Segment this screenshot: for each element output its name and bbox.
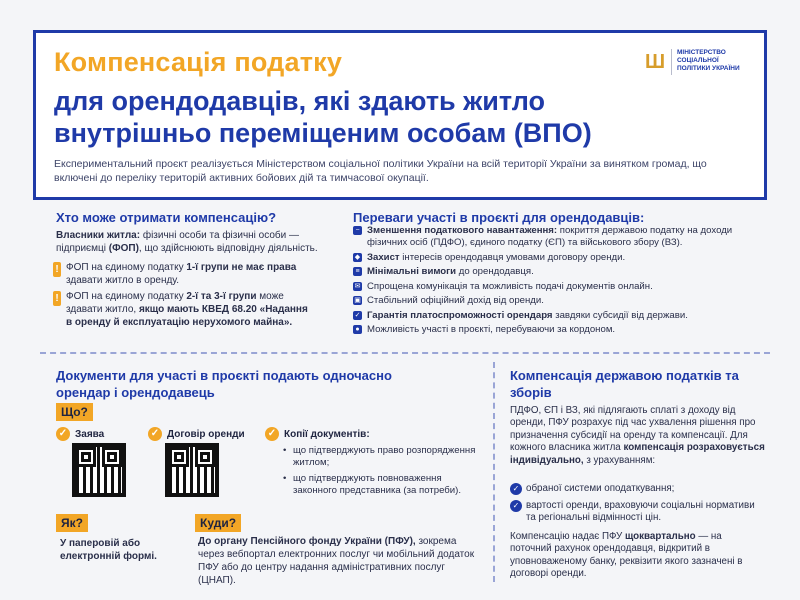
globe-icon: ● bbox=[353, 325, 362, 334]
qr-code-lease[interactable] bbox=[165, 443, 219, 497]
where-text: До органу Пенсійного фонду України (ПФУ), зокрема через вебпортал електронних послуг чи мобільний додаток ПФУ або до центру надання адміністративних послуг (ЦНАП). bbox=[198, 536, 475, 586]
comp-paragraph-1: ПДФО, ЄП і ВЗ, які підлягають сплаті з доходу від оренди, ПФУ розрахує під час ухвалення рішення про призначення субсидії на оренду та компенсації. Для кожного власника житла компенсація розраховується індивідуально, з урахуванням: bbox=[510, 405, 765, 466]
check-icon: ✓ bbox=[354, 311, 361, 319]
check-icon: ✓ bbox=[265, 427, 279, 441]
ministry-logo bbox=[644, 49, 749, 75]
owners-text: Власники житла: фізичні особи та фізичні особи — підприємці (ФОП), що здійснюють відповідну діяльність. bbox=[56, 230, 318, 254]
check-icon: ✓ bbox=[510, 483, 522, 495]
comp-factor-2: вартості оренди, враховуючи соціальні нормативи та регіональні відмінності цін. bbox=[526, 500, 755, 524]
doc-lease-contract: Договір оренди bbox=[167, 429, 245, 440]
title-line-2: для орендодавців, які здають житло внутрішньо переміщеним особам (ВПО) bbox=[54, 86, 592, 148]
doc-copies: Копії документів: bbox=[284, 429, 370, 440]
copies-sub-2: • що підтверджують повноваження законного представника (за потреби). bbox=[283, 473, 488, 497]
wallet-icon: ▣ bbox=[354, 297, 361, 304]
title-line-1: Компенсація податку bbox=[54, 47, 343, 77]
advantages-title: Переваги участі в проєкті для орендодавців: bbox=[353, 210, 645, 225]
docs-title: Документи для участі в проєкті подають одночасно орендар і орендодавець bbox=[56, 368, 392, 400]
shield-icon: ◆ bbox=[354, 253, 361, 261]
chat-icon: ✉ bbox=[354, 282, 361, 290]
who-title: Хто може отримати компенсацію? bbox=[56, 210, 277, 225]
divider-vertical bbox=[493, 362, 495, 582]
how-tag: Як? bbox=[56, 514, 88, 532]
what-tag: Що? bbox=[56, 403, 93, 421]
check-icon: ✓ bbox=[148, 427, 162, 441]
advantage-item: ◆ Захист інтересів орендодавця умовами договору оренди. bbox=[354, 251, 626, 263]
comp-factor-1: обраної системи оподаткування; bbox=[526, 483, 675, 494]
qr-code-application[interactable] bbox=[72, 443, 126, 497]
list-icon: ≡ bbox=[353, 267, 362, 276]
where-tag: Куди? bbox=[195, 514, 241, 532]
exclamation-icon: ! bbox=[53, 291, 61, 306]
doc-application: Заява bbox=[75, 429, 105, 440]
comp-paragraph-2: Компенсацію надає ПФУ щоквартально — на поточний рахунок орендодавця, відкритий в уповноваженому банку, реквізити якого зазначені в договорі оренди. bbox=[510, 531, 743, 580]
warn-1-text: ФОП на єдиному податку 1-ї групи не має права здавати житло в оренду. bbox=[66, 262, 297, 286]
advantage-item: − Зменшення податкового навантаження: покриття державою податку на доходи фізичних осіб (ПДФО), єдиного податку (ЄП) та військового збору (ВЗ). bbox=[353, 225, 773, 249]
how-text: У паперовій або електронній формі. bbox=[60, 538, 157, 562]
exclamation-icon: ! bbox=[53, 262, 61, 277]
ministry-name: МІНІСТЕРСТВО СОЦІАЛЬНОЇ ПОЛІТИКИ УКРАЇНИ bbox=[677, 49, 740, 72]
advantages-list bbox=[353, 225, 773, 339]
divider-horizontal bbox=[40, 352, 770, 354]
advantage-item: ≡ Мінімальні вимоги до орендодавця. bbox=[353, 266, 773, 278]
intro-text: Експериментальний проєкт реалізується Міністерством соціальної політики України на всій території України за винятком громад, що включені до переліку територій активних бойових дій та тимчасової окупації. bbox=[54, 158, 707, 184]
advantage-item: ● Можливість участі в проєкті, перебуваючи за кордоном. bbox=[353, 324, 773, 336]
trident-icon: Ш bbox=[644, 51, 666, 73]
minus-icon: − bbox=[353, 226, 362, 235]
copies-sub-1: • що підтверджують право розпорядження житлом; bbox=[283, 445, 483, 469]
advantage-item: ▣ Стабільний офіційний дохід від оренди. bbox=[354, 295, 544, 306]
check-icon: ✓ bbox=[56, 427, 70, 441]
check-icon: ✓ bbox=[510, 500, 522, 512]
comp-title: Компенсація державою податків та зборів bbox=[510, 368, 739, 400]
warn-2-text: ФОП на єдиному податку 2-ї та 3-ї групи може здавати житло, якщо мають КВЕД 68.20 «Надання в оренду й експлуатацію нерухомого майна». bbox=[66, 291, 308, 328]
header-card bbox=[33, 30, 767, 200]
advantage-item: ✓ Гарантія платоспроможності орендаря завдяки субсидії від держави. bbox=[354, 309, 688, 321]
advantage-item: ✉ Спрощена комунікація та можливість подачі документів онлайн. bbox=[354, 280, 653, 292]
